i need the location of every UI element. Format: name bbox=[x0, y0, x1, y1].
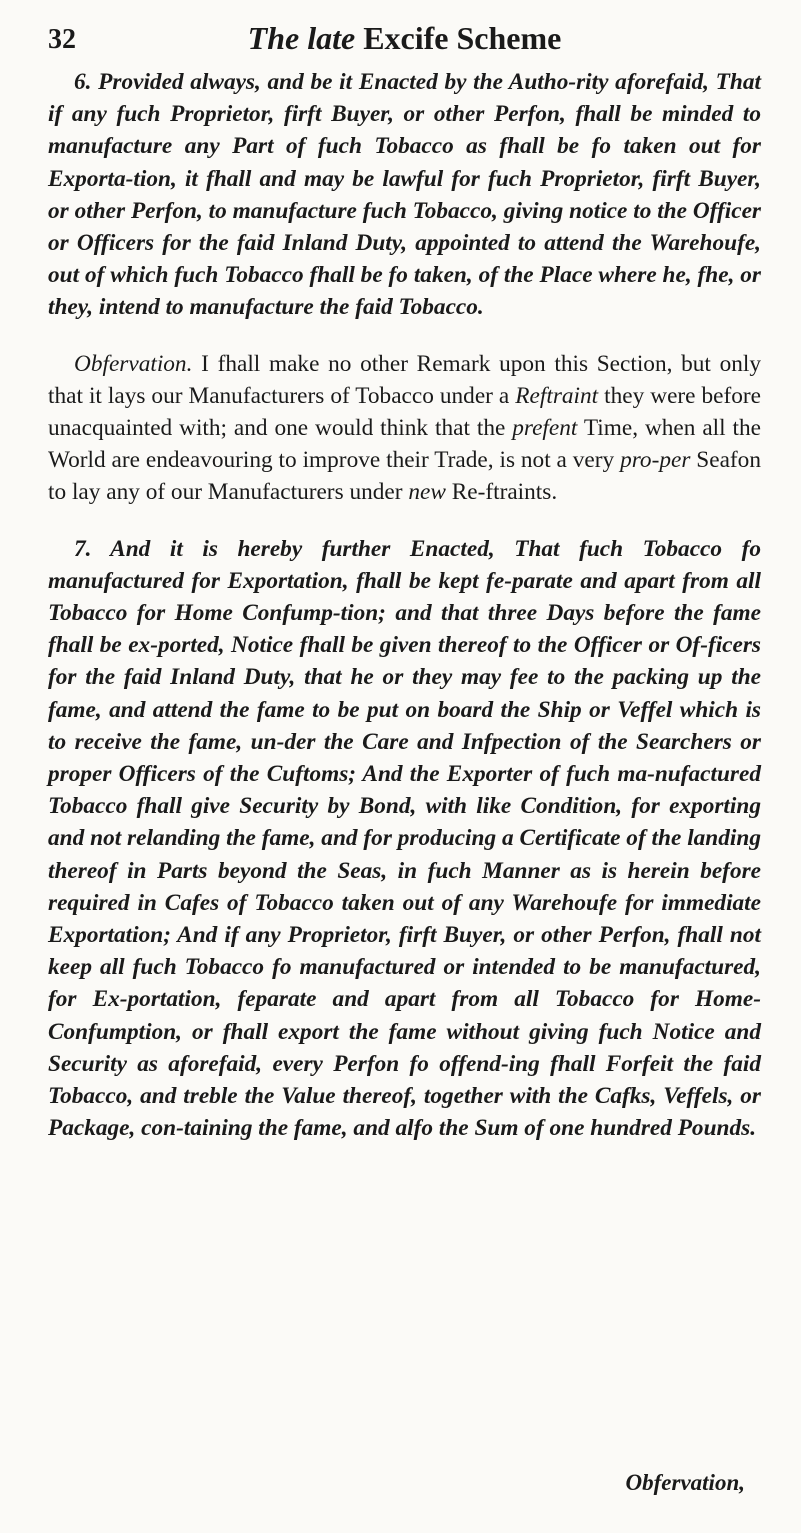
running-title-italic: The late bbox=[247, 20, 356, 56]
observation-1-paragraph: Obfervation. I fhall make no other Remark upon this Section, but only that it lays our Manufacturers of Tobacco under a Reftraint they were before unacquainted with; and one would think that the prefent Time, when all the World are endeavouring to improve their Trade, is not a very pro-per Seafon to lay any of our Manufacturers under new Re-ftraints. bbox=[48, 350, 762, 506]
page-number: 32 bbox=[48, 24, 76, 55]
section-7 bbox=[48, 533, 761, 1145]
section-6 bbox=[48, 66, 761, 324]
observation-1 bbox=[48, 348, 761, 509]
section-7-paragraph: 7. And it is hereby further Enacted, That fuch Tobacco fo manufactured for Exportation, fhall be kept fe-parate and apart from all Tobacco for Home Confump-tion; and that three Days before the fame fhall be ex-ported, Notice fhall be given thereof to the Officer or Of-ficers for the faid Inland Duty, that he or they may fee to the packing up the fame, and attend the fame to be put on board the Ship or Veffel which is to receive the fame, un-der the Care and Infpection of the Searchers or proper Officers of the Cuftoms; And the Exporter of fuch ma-nufactured Tobacco fhall give Security by Bond, with like Condition, for exporting and not relanding the fame, and for producing a Certificate of the landing thereof in Parts beyond the Seas, in fuch Manner as is herein before required in Cafes of Tobacco taken out of any Warehoufe for immediate Exportation; And if any Proprietor, firft Buyer, or other Perfon, fhall not keep all fuch Tobacco fo manufactured or intended to be manufactured, for Ex-portation, feparate and apart from all Tobacco for Home-Confumption, or fhall export the fame without giving fuch Notice and Security as aforefaid, every Perfon fo offend-ing fhall Forfeit the faid Tobacco, and treble the Value thereof, together with the Cafks, Veffels, or Package, con-taining the fame, and alfo the Sum of one hundred Pounds. bbox=[48, 535, 761, 1142]
running-title-roman: Excife Scheme bbox=[363, 20, 562, 56]
section-6-paragraph: 6. Provided always, and be it Enacted by the Autho-rity aforefaid, That if any fuch Proprietor, firft Buyer, or other Perfon, fhall be minded to manufacture any Part of fuch Tobacco as fhall be fo taken out for Exporta-tion, it fhall and may be lawful for fuch Proprietor, firft Buyer, or other Perfon, to manufacture fuch Tobacco, giving notice to the Officer or Officers for the faid Inland Duty, appointed to attend the Warehoufe, out of which fuch Tobacco fhall be fo taken, of the Place where he, fhe, or they, intend to manufacture the faid Tobacco. bbox=[48, 69, 761, 321]
catchword: Obfervation, bbox=[625, 1470, 745, 1495]
observation-lead: Obfervation. bbox=[74, 350, 193, 377]
body-text bbox=[48, 66, 761, 1145]
page-header bbox=[48, 18, 761, 58]
running-title bbox=[48, 20, 761, 57]
